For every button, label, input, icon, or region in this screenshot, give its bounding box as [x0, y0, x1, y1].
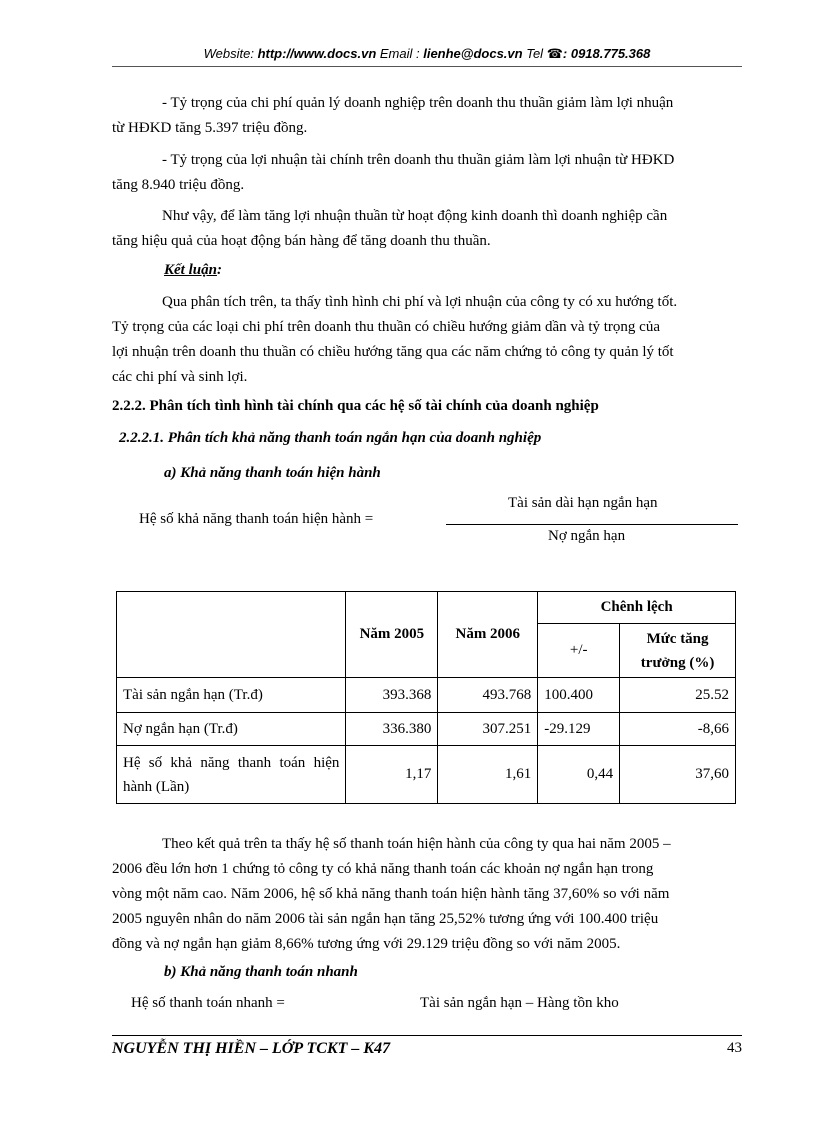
- cell-2006: 307.251: [438, 713, 538, 746]
- cell-2005: 1,17: [346, 746, 438, 804]
- cell-2005: 336.380: [346, 713, 438, 746]
- p5-line2: 2006 đều lớn hơn 1 chứng tỏ công ty có khả năng thanh toán các khoản nợ ngắn hạn trong: [112, 861, 654, 877]
- formula-b-numerator: Tài sản ngắn hạn – Hàng tồn kho: [420, 995, 619, 1011]
- section-heading-2-2-2: 2.2.2. Phân tích tình hình tài chính qua các hệ số tài chính của doanh nghiệp: [112, 398, 599, 414]
- paragraph-financial-profit: [112, 148, 742, 198]
- p2-line1: - Tỷ trọng của lợi nhuận tài chính trên doanh thu thuần giảm làm lợi nhuận từ HĐKD: [162, 152, 675, 168]
- table-row: [117, 713, 736, 746]
- p5-line3: vòng một năm cao. Năm 2006, hệ số khả năng thanh toán hiện hành tăng 37,60% so với năm: [112, 886, 670, 902]
- table-corner-cell: [117, 592, 346, 678]
- footer-author: NGUYỄN THỊ HIỀN – LỚP TCKT – K47: [112, 1040, 391, 1057]
- conclusion-heading: Kết luận:: [164, 262, 222, 278]
- page-number: 43: [727, 1040, 742, 1056]
- row-label: Nợ ngắn hạn (Tr.đ): [117, 713, 346, 746]
- header-rule: [112, 66, 742, 67]
- paragraph-analysis: [112, 832, 742, 957]
- formula-b-lhs: Hệ số thanh toán nhanh =: [131, 995, 285, 1011]
- p1-line1: - Tỷ trọng của chi phí quản lý doanh nghiệp trên doanh thu thuần giảm làm lợi nhuận: [162, 95, 674, 111]
- cell-2006: 493.768: [438, 678, 538, 713]
- p4-line3: lợi nhuận trên doanh thu thuần có chiều hướng tăng qua các năm chứng tỏ công ty quản lý tốt: [112, 344, 674, 360]
- p5-line5: đồng và nợ ngắn hạn giảm 8,66% tương ứng với 29.129 triệu đồng so với năm 2005.: [112, 936, 621, 952]
- col-growth-rate: Mức tăng trưởng (%): [620, 624, 736, 678]
- tel-label: Tel: [522, 46, 544, 61]
- formula-a-fraction-line: [446, 524, 738, 525]
- col-difference: Chênh lệch: [538, 592, 736, 624]
- formula-a-numerator: Tài sản dài hạn ngắn hạn: [508, 495, 658, 511]
- subheading-b: b) Khả năng thanh toán nhanh: [164, 964, 358, 980]
- p1-line2: từ HĐKD tăng 5.397 triệu đồng.: [112, 120, 308, 136]
- formula-a-lhs: Hệ số khả năng thanh toán hiện hành =: [139, 511, 374, 527]
- p4-line1: Qua phân tích trên, ta thấy tình hình chi phí và lợi nhuận của công ty có xu hướng tốt.: [162, 294, 678, 310]
- paragraph-conclusion: [112, 290, 742, 390]
- p5-line4: 2005 nguyên nhân do năm 2006 tài sản ngắn hạn tăng 25,52% tương ứng với 100.400 triệu: [112, 911, 659, 927]
- phone-number: ☎: 0918.775.368: [546, 46, 651, 61]
- row-label: Tài sản ngắn hạn (Tr.đ): [117, 678, 346, 713]
- cell-pct: 37,60: [620, 746, 736, 804]
- subheading-a: a) Khả năng thanh toán hiện hành: [164, 465, 381, 481]
- website-url[interactable]: http://www.docs.vn: [253, 46, 377, 61]
- website-label: Website:: [203, 46, 254, 61]
- liquidity-table: [116, 591, 736, 804]
- col-abs-change: +/-: [538, 624, 620, 678]
- footer-rule: [112, 1035, 742, 1036]
- cell-pct: 25.52: [620, 678, 736, 713]
- col-year-2005: Năm 2005: [346, 592, 438, 678]
- cell-2006: 1,61: [438, 746, 538, 804]
- cell-abs: -29.129: [538, 713, 620, 746]
- table-row: [117, 746, 736, 804]
- table-row: [117, 678, 736, 713]
- p5-line1: Theo kết quả trên ta thấy hệ số thanh toán hiện hành của công ty qua hai năm 2005 –: [162, 836, 671, 852]
- email-label: Email :: [376, 46, 420, 61]
- paragraph-summary: [112, 204, 742, 254]
- p3-line1: Như vậy, để làm tăng lợi nhuận thuần từ hoạt động kinh doanh thì doanh nghiệp cần: [162, 208, 668, 224]
- cell-abs: 0,44: [538, 746, 620, 804]
- cell-abs: 100.400: [538, 678, 620, 713]
- row-label: Hệ số khả năng thanh toán hiện hành (Lần): [117, 746, 346, 804]
- page-header: [112, 46, 742, 62]
- p2-line2: tăng 8.940 triệu đồng.: [112, 177, 245, 193]
- email-address[interactable]: lienhe@docs.vn: [419, 46, 523, 61]
- formula-a-denominator: Nợ ngắn hạn: [548, 528, 626, 544]
- cell-2005: 393.368: [346, 678, 438, 713]
- conclusion-label: Kết luận: [164, 262, 217, 278]
- cell-pct: -8,66: [620, 713, 736, 746]
- p4-line4: các chi phí và sinh lợi.: [112, 369, 248, 385]
- col-year-2006: Năm 2006: [438, 592, 538, 678]
- section-heading-2-2-2-1: 2.2.2.1. Phân tích khả năng thanh toán ngắn hạn của doanh nghiệp: [119, 430, 542, 446]
- paragraph-management-cost: [112, 91, 742, 141]
- p4-line2: Tỷ trọng của các loại chi phí trên doanh thu thuần có chiều hướng giảm dần và tỷ trọng của: [112, 319, 660, 335]
- p3-line2: tăng hiệu quả của hoạt động bán hàng để tăng doanh thu thuần.: [112, 233, 491, 249]
